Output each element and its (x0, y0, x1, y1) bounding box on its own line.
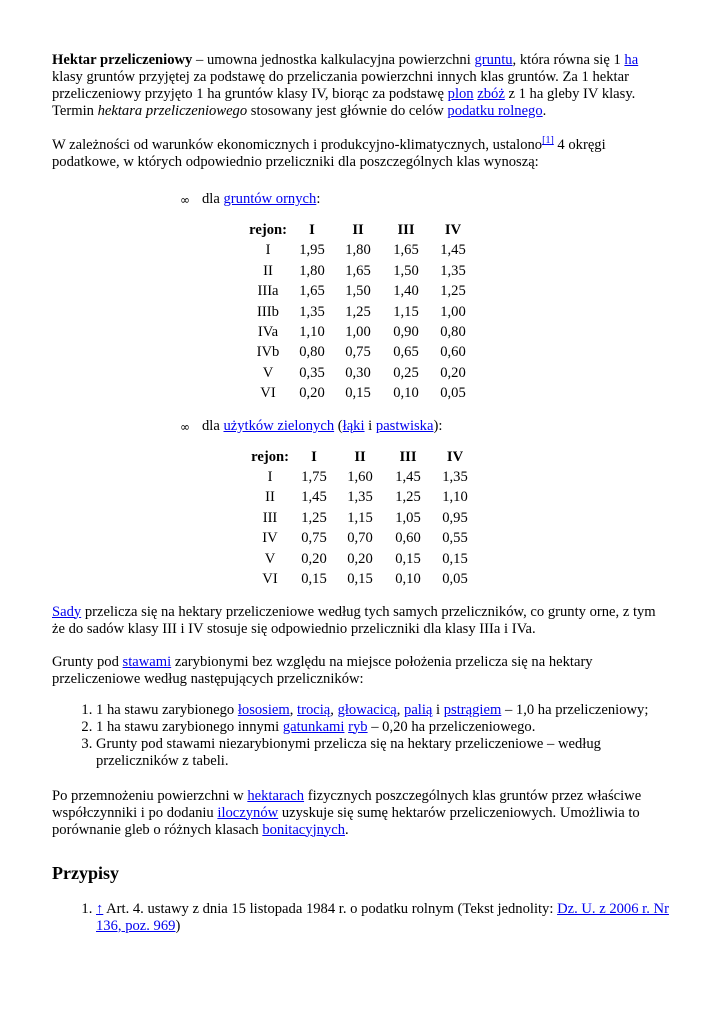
orchards-paragraph: Sady przelicza się na hektary przeliczeniowe według tych samych przeliczników, co grunty orne, z tym że do sadów klasy III i IV stosuje się odpowiednio przeliczniki dla klasy IIIa i IVa. (52, 603, 656, 637)
factor-cell: 0,05 (442, 571, 468, 588)
region-cell: V (264, 550, 276, 567)
table-row (247, 467, 479, 487)
link-pstragiem[interactable]: pstrągiem (443, 701, 502, 718)
link-sady[interactable]: Sady (52, 603, 82, 620)
factor-cell: 0,60 (395, 530, 421, 547)
region-cell: VI (260, 385, 276, 402)
factor-cell: 1,10 (442, 489, 468, 506)
table-row (245, 342, 477, 362)
factor-cell: 1,45 (440, 242, 466, 259)
footnotes-heading: Przypisy (52, 862, 119, 883)
factor-cell: 1,80 (345, 242, 371, 259)
term-bold: Hektar przeliczeniowy (52, 52, 193, 68)
table-row (245, 281, 477, 301)
ponds-list (52, 702, 672, 770)
factor-cell: 1,80 (299, 262, 325, 279)
link-uzytki-zielone[interactable]: użytków zielonych (223, 417, 335, 434)
bullet-icon: ∞ (180, 193, 190, 207)
region-cell: IVa (257, 324, 279, 341)
factor-cell: 0,15 (345, 385, 371, 402)
footnote-ref-1[interactable]: [1] (542, 135, 554, 146)
link-palia[interactable]: palią (404, 701, 433, 718)
back-arrow-icon[interactable]: ↑ (96, 900, 104, 917)
factor-cell: 1,65 (393, 242, 419, 259)
factor-cell: 1,45 (395, 469, 421, 486)
table-row (247, 508, 479, 528)
region-cell: VI (262, 571, 278, 588)
region-cell: I (267, 469, 273, 486)
factor-cell: 1,25 (301, 509, 327, 526)
factor-cell: 0,15 (347, 571, 373, 588)
region-cell: IV (262, 530, 278, 547)
factor-cell: 0,95 (442, 509, 468, 526)
factor-cell: 0,20 (299, 385, 325, 402)
region-cell: III (262, 509, 278, 526)
factor-cell: 1,95 (299, 242, 325, 259)
factor-cell: 1,35 (347, 489, 373, 506)
link-stawami[interactable]: stawami (122, 653, 172, 670)
table-row (245, 261, 477, 281)
factor-cell: 1,25 (440, 283, 466, 300)
footnote-item: 1. ↑ Art. 4. ustawy z dnia 15 listopada 1984 r. o podatku rolnym (Tekst jednolity: Dz. U. z 2006 r. Nr 136, poz. 969) (96, 901, 672, 935)
factor-cell: 0,30 (345, 364, 371, 381)
link-gatunkami[interactable]: gatunkami (282, 718, 345, 735)
factor-cell: 1,45 (301, 489, 327, 506)
factor-cell: 1,25 (395, 489, 421, 506)
factor-cell: 0,05 (440, 385, 466, 402)
factor-cell: 0,10 (393, 385, 419, 402)
factor-cell: 1,35 (442, 469, 468, 486)
factor-cell: 1,15 (347, 509, 373, 526)
bullet-icon: ∞ (180, 419, 190, 434)
list-item: 3. Grunty pod stawami niezarybionymi przelicza się na hektary przeliczeniowe – według przeliczników z tabeli. (96, 736, 672, 770)
region-cell: II (263, 262, 273, 279)
region-cell: V (262, 364, 274, 381)
term-italic: hektara przeliczeniowego (97, 103, 248, 119)
footnotes-list (52, 901, 672, 935)
factor-cell: 1,50 (393, 262, 419, 279)
table-arable-land (245, 220, 477, 404)
bullet-grassland: ∞ dla użytków zielonych (łąki i pastwiska): (180, 417, 443, 434)
factor-cell: 0,20 (347, 550, 373, 567)
table-row (247, 487, 479, 507)
factor-cell: 1,50 (345, 283, 371, 300)
link-plon[interactable]: plon (447, 86, 474, 102)
table-row (245, 383, 477, 403)
link-bonitacyjnych[interactable]: bonitacyjnych (262, 821, 346, 838)
table-header-row: rejon: I II III IV (249, 222, 462, 238)
table-grassland (247, 447, 479, 590)
factor-cell: 1,40 (393, 283, 419, 300)
factor-cell: 1,60 (347, 469, 373, 486)
table-row (247, 549, 479, 569)
factor-cell: 0,70 (347, 530, 373, 547)
districts-paragraph: W zależności od warunków ekonomicznych i produkcyjno-klimatycznych, ustalono[1] 4 okręgi podatkowe, w których odpowiednio przeliczniki dla poszczególnych klas wynoszą: (52, 135, 606, 170)
link-laki[interactable]: łąki (342, 417, 365, 434)
table-row (245, 240, 477, 260)
table-row (247, 569, 479, 589)
link-hektarach[interactable]: hektarach (247, 787, 305, 804)
factor-cell: 1,00 (440, 303, 466, 320)
intro-paragraph: Hektar przeliczeniowy – umowna jednostka kalkulacyjna powierzchni gruntu, która równa się 1 ha klasy gruntów przyjętej za podstawę do przeliczania powierzchni innych klas gruntów. Za 1 hektar przeliczeniowy przyjęto 1 ha gruntów klasy IV, biorąc za podstawę plon zbóż z 1 ha gleby IV klasy. Termin hektara przeliczeniowego stosowany jest głównie do celów podatku rolnego. (52, 52, 639, 119)
region-cell: IIIb (257, 303, 279, 320)
factor-cell: 0,55 (442, 530, 468, 547)
link-gruntu[interactable]: gruntu (474, 52, 513, 68)
factor-cell: 0,15 (442, 550, 468, 567)
article-body (52, 52, 672, 935)
factor-cell: 0,20 (301, 550, 327, 567)
factor-cell: 0,15 (395, 550, 421, 567)
link-glowacica[interactable]: głowacicą (337, 701, 397, 718)
link-ryb[interactable]: ryb (348, 718, 368, 735)
factor-cell: 1,05 (395, 509, 421, 526)
factor-cell: 1,65 (299, 283, 325, 300)
factor-cell: 0,75 (345, 344, 371, 361)
factor-cell: 0,25 (393, 364, 419, 381)
factor-cell: 0,60 (440, 344, 466, 361)
factor-cell: 0,35 (299, 364, 325, 381)
list-item: 2. 1 ha stawu zarybionego innymi gatunkami ryb – 0,20 ha przeliczeniowego. (96, 719, 672, 736)
factor-cell: 1,65 (345, 262, 371, 279)
factor-cell: 1,10 (299, 324, 325, 341)
bullet-arable: ∞ dla gruntów ornych: (180, 191, 321, 207)
link-trocia[interactable]: trocią (297, 701, 331, 718)
factor-cell: 0,80 (440, 324, 466, 341)
factor-cell: 0,80 (299, 344, 325, 361)
link-zboz[interactable]: zbóż (477, 86, 505, 102)
factor-cell: 1,25 (345, 303, 371, 320)
list-item: 1. 1 ha stawu zarybionego łososiem, trocią, głowacicą, palią i pstrągiem – 1,0 ha przeliczeniowy; (96, 702, 672, 719)
link-podatku-rolnego[interactable]: podatku rolnego (447, 103, 543, 119)
link-pastwiska[interactable]: pastwiska (375, 417, 434, 434)
region-cell: IVb (256, 344, 280, 361)
region-cell: I (265, 242, 271, 259)
link-dz-u[interactable]: Dz. U. z 2006 r. Nr 136, poz. 969 (96, 900, 669, 934)
factor-cell: 0,65 (393, 344, 419, 361)
region-cell: II (265, 489, 275, 506)
table-row (245, 322, 477, 342)
link-lososiem[interactable]: łososiem (237, 701, 290, 718)
factor-cell: 1,00 (345, 324, 371, 341)
summary-paragraph: Po przemnożeniu powierzchni w hektarach fizycznych poszczególnych klas gruntów przez właściwe współczynniki i po dodaniu iloczynów uzyskuje się sumę hektarów przeliczeniowych. Umożliwia to porównanie gleb o różnych klasach bonitacyjnych. (52, 787, 642, 838)
factor-cell: 0,90 (393, 324, 419, 341)
link-ha[interactable]: ha (624, 52, 639, 68)
link-iloczynow[interactable]: iloczynów (217, 804, 279, 821)
factor-cell: 0,75 (301, 530, 327, 547)
factor-cell: 0,15 (301, 571, 327, 588)
ponds-paragraph: Grunty pod stawami zarybionymi bez względu na miejsce położenia przelicza się na hektary przeliczeniowe według następujących przeliczników: (52, 653, 593, 687)
link-grunty-orne[interactable]: gruntów ornych (223, 191, 317, 207)
table-header-row: rejon: I II III IV (251, 448, 464, 465)
table-row (247, 528, 479, 548)
factor-cell: 1,15 (393, 303, 419, 320)
factor-cell: 0,10 (395, 571, 421, 588)
factor-cell: 0,20 (440, 364, 466, 381)
table-row (245, 363, 477, 383)
factor-cell: 1,35 (440, 262, 466, 279)
factor-cell: 1,75 (301, 469, 327, 486)
table-row (245, 302, 477, 322)
factor-cell: 1,35 (299, 303, 325, 320)
region-cell: IIIa (257, 283, 279, 300)
